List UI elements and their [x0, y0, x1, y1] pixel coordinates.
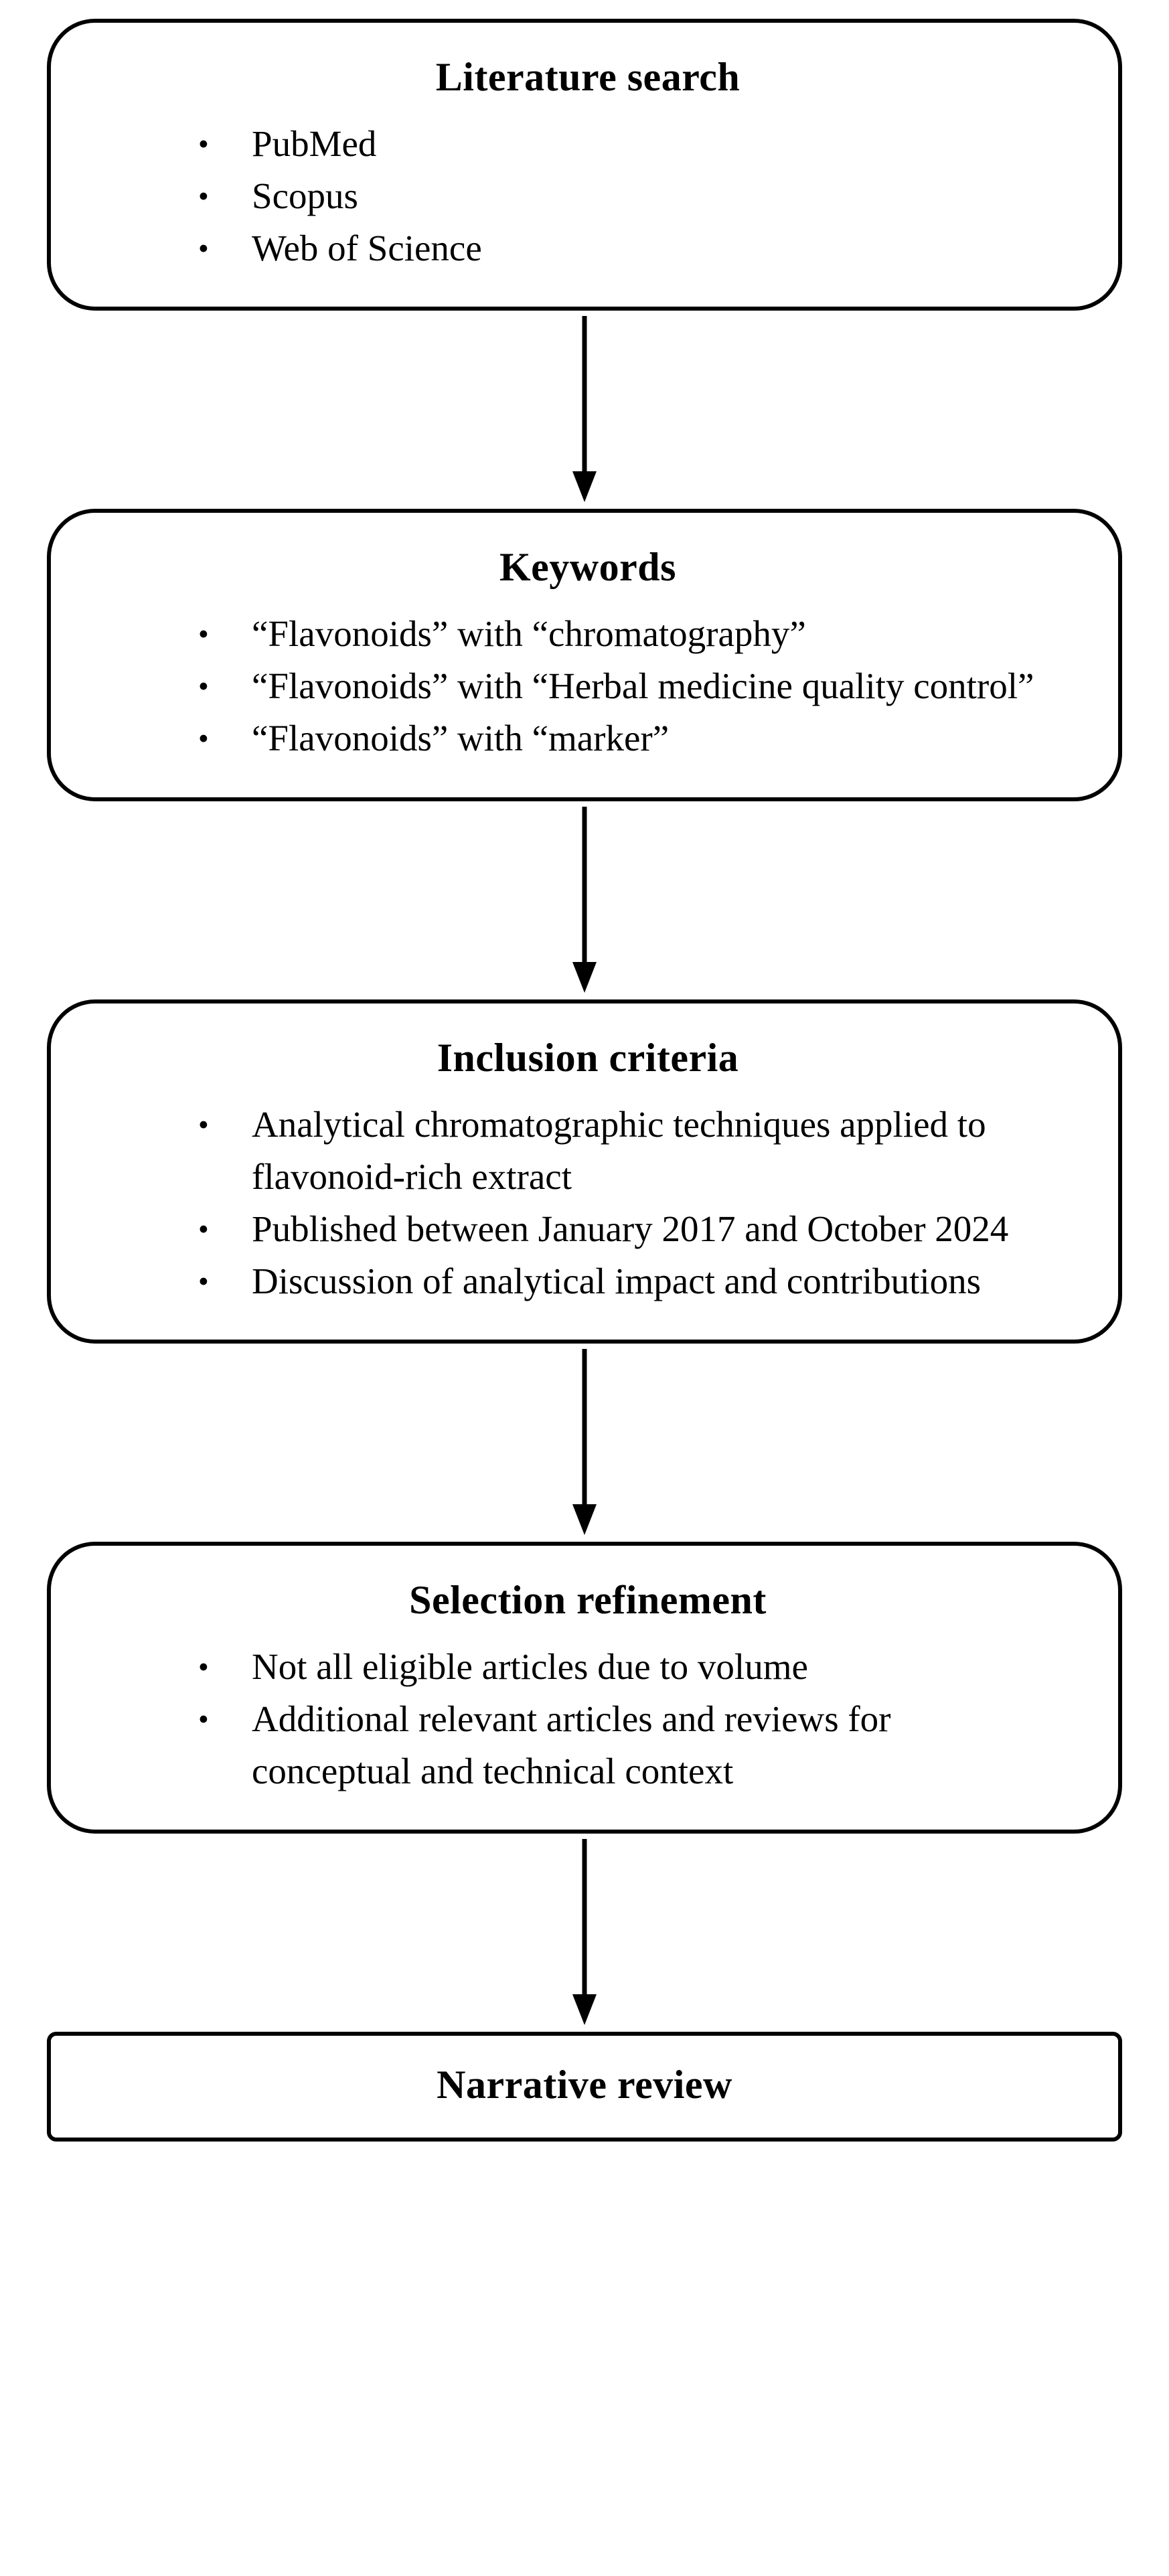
box-title: Selection refinement: [409, 1577, 767, 1622]
bullet-item: • “Flavonoids” with “Herbal medicine quality control”: [198, 660, 1058, 712]
flow-box-keywords: [47, 509, 1122, 801]
bullet-list: [118, 1099, 1058, 1307]
box-title: Inclusion criteria: [437, 1035, 739, 1080]
flow-box-narrative-review: [47, 2032, 1122, 2142]
bullet-item: • Published between January 2017 and October 2024: [198, 1203, 1058, 1255]
bullet-item: • Additional relevant articles and reviews for conceptual and technical context: [198, 1693, 1058, 1797]
flow-box-selection-refinement: [47, 1542, 1122, 1834]
bullet-list: [118, 1641, 1058, 1797]
down-arrow-icon: [47, 801, 1122, 999]
box-title: Keywords: [499, 545, 676, 590]
down-arrow-icon: [47, 1834, 1122, 2032]
bullet-list: [118, 608, 1058, 764]
flow-box-literature-search: [47, 19, 1122, 311]
down-arrow-icon: [47, 311, 1122, 509]
bullet-item: • Scopus: [198, 170, 1058, 222]
bullet-item: • Analytical chromatographic techniques applied to flavonoid-rich extract: [198, 1099, 1058, 1203]
bullet-item: • Web of Science: [198, 222, 1058, 274]
down-arrow-icon: [47, 1344, 1122, 1542]
bullet-item: • Discussion of analytical impact and contributions: [198, 1255, 1058, 1307]
bullet-item: • “Flavonoids” with “chromatography”: [198, 608, 1058, 660]
bullet-item: • PubMed: [198, 118, 1058, 170]
bullet-list: [118, 118, 1058, 274]
flow-box-inclusion-criteria: [47, 999, 1122, 1344]
bullet-item: • “Flavonoids” with “marker”: [198, 712, 1058, 764]
bullet-item: • Not all eligible articles due to volume: [198, 1641, 1058, 1693]
box-title: Narrative review: [437, 2063, 732, 2107]
box-title: Literature search: [435, 55, 741, 99]
